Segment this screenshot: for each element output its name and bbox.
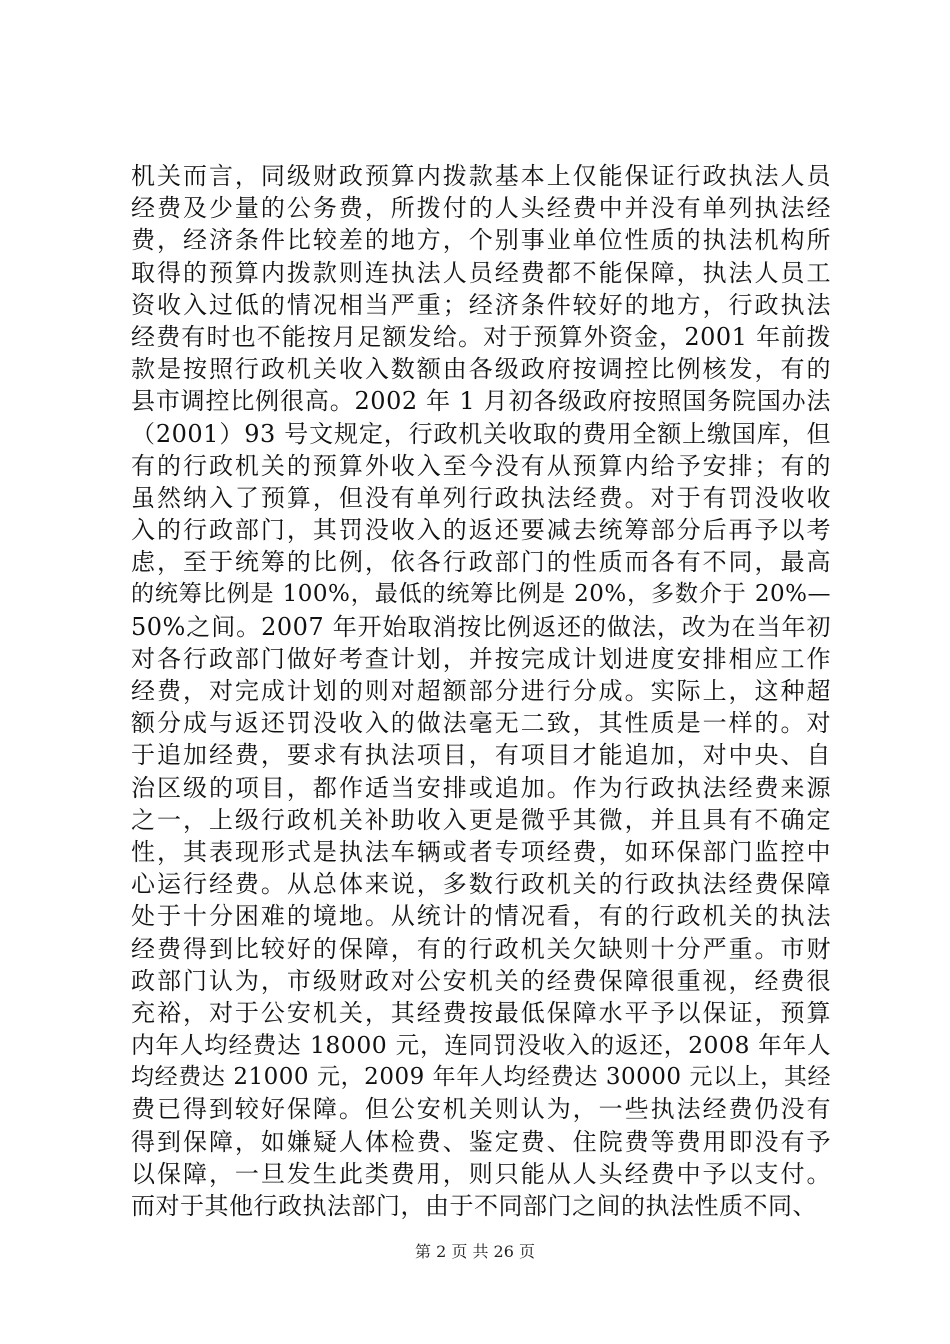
text-line: 内年人均经费达 18000 元，连同罚没收入的返还，2008 年年人 [131,1031,831,1060]
body-text [131,160,831,1222]
text-line: 经费及少量的公务费，所拨付的人头经费中并没有单列执法经 [131,194,831,223]
text-line: 的统筹比例是 100%，最低的统筹比例是 20%，多数介于 20%— [131,581,831,608]
text-line: 以保障，一旦发生此类费用，则只能从人头经费中予以支付。 [131,1159,831,1188]
text-line: 款是按照行政机关收入数额由各级政府按调控比例核发，有的 [131,355,831,384]
text-line: 处于十分困难的境地。从统计的情况看，有的行政机关的执法 [131,902,831,931]
page-number: 第 2 页 共 26 页 [415,1242,535,1261]
text-line: 经费得到比较好的保障，有的行政机关欠缺则十分严重。市财 [131,934,831,963]
text-line: 政部门认为，市级财政对公安机关的经费保障很重视，经费很 [131,966,831,995]
text-line: 虽然纳入了预算，但没有单列行政执法经费。对于有罚没收收 [131,483,831,512]
text-line: 心运行经费。从总体来说，多数行政机关的行政执法经费保障 [131,870,831,899]
text-line: 对各行政部门做好考查计划，并按完成计划进度安排相应工作 [131,644,831,673]
text-line: 虑，至于统筹的比例，依各行政部门的性质而各有不同，最高 [131,548,831,577]
text-line: 之一，上级行政机关补助收入更是微乎其微，并且具有不确定 [131,805,831,834]
text-line: 均经费达 21000 元，2009 年年人均经费达 30000 元以上，其经 [131,1064,831,1091]
text-line: 县市调控比例很高。2002 年 1 月初各级政府按照国务院国办法 [131,387,831,416]
text-line: 于追加经费，要求有执法项目，有项目才能追加，对中央、自 [131,741,831,770]
page-footer [0,1242,950,1262]
text-line: 费，经济条件比较差的地方，个别事业单位性质的执法机构所 [131,226,831,255]
text-line: 得到保障，如嫌疑人体检费、鉴定费、住院费等费用即没有予 [131,1127,831,1156]
text-line: 费已得到较好保障。但公安机关则认为，一些执法经费仍没有 [131,1095,831,1124]
text-line: 额分成与返还罚没收入的做法毫无二致，其性质是一样的。对 [131,709,831,738]
text-line: 治区级的项目，都作适当安排或追加。作为行政执法经费来源 [131,773,831,802]
text-line: 有的行政机关的预算外收入至今没有从预算内给予安排；有的 [131,451,831,480]
text-line: 而对于其他行政执法部门，由于不同部门之间的执法性质不同、 [131,1192,817,1220]
text-line: 50%之间。2007 年开始取消按比例返还的做法，改为在当年初 [131,612,831,641]
text-line: 机关而言，同级财政预算内拨款基本上仅能保证行政执法人员 [131,162,831,190]
text-line: 入的行政部门，其罚没收入的返还要减去统筹部分后再予以考 [131,516,831,545]
text-line: 性，其表现形式是执法车辆或者专项经费，如环保部门监控中 [131,837,831,866]
text-line: 充裕，对于公安机关，其经费按最低保障水平予以保证，预算 [131,998,831,1027]
text-line: 经费，对完成计划的则对超额部分进行分成。实际上，这种超 [131,677,831,705]
text-line: （2001）93 号文规定，行政机关收取的费用全额上缴国库，但 [131,419,831,448]
text-line: 经费有时也不能按月足额发给。对于预算外资金，2001 年前拨 [131,322,831,351]
text-line: 资收入过低的情况相当严重；经济条件较好的地方，行政执法 [131,290,831,319]
text-line: 取得的预算内拨款则连执法人员经费都不能保障，执法人员工 [131,258,831,287]
